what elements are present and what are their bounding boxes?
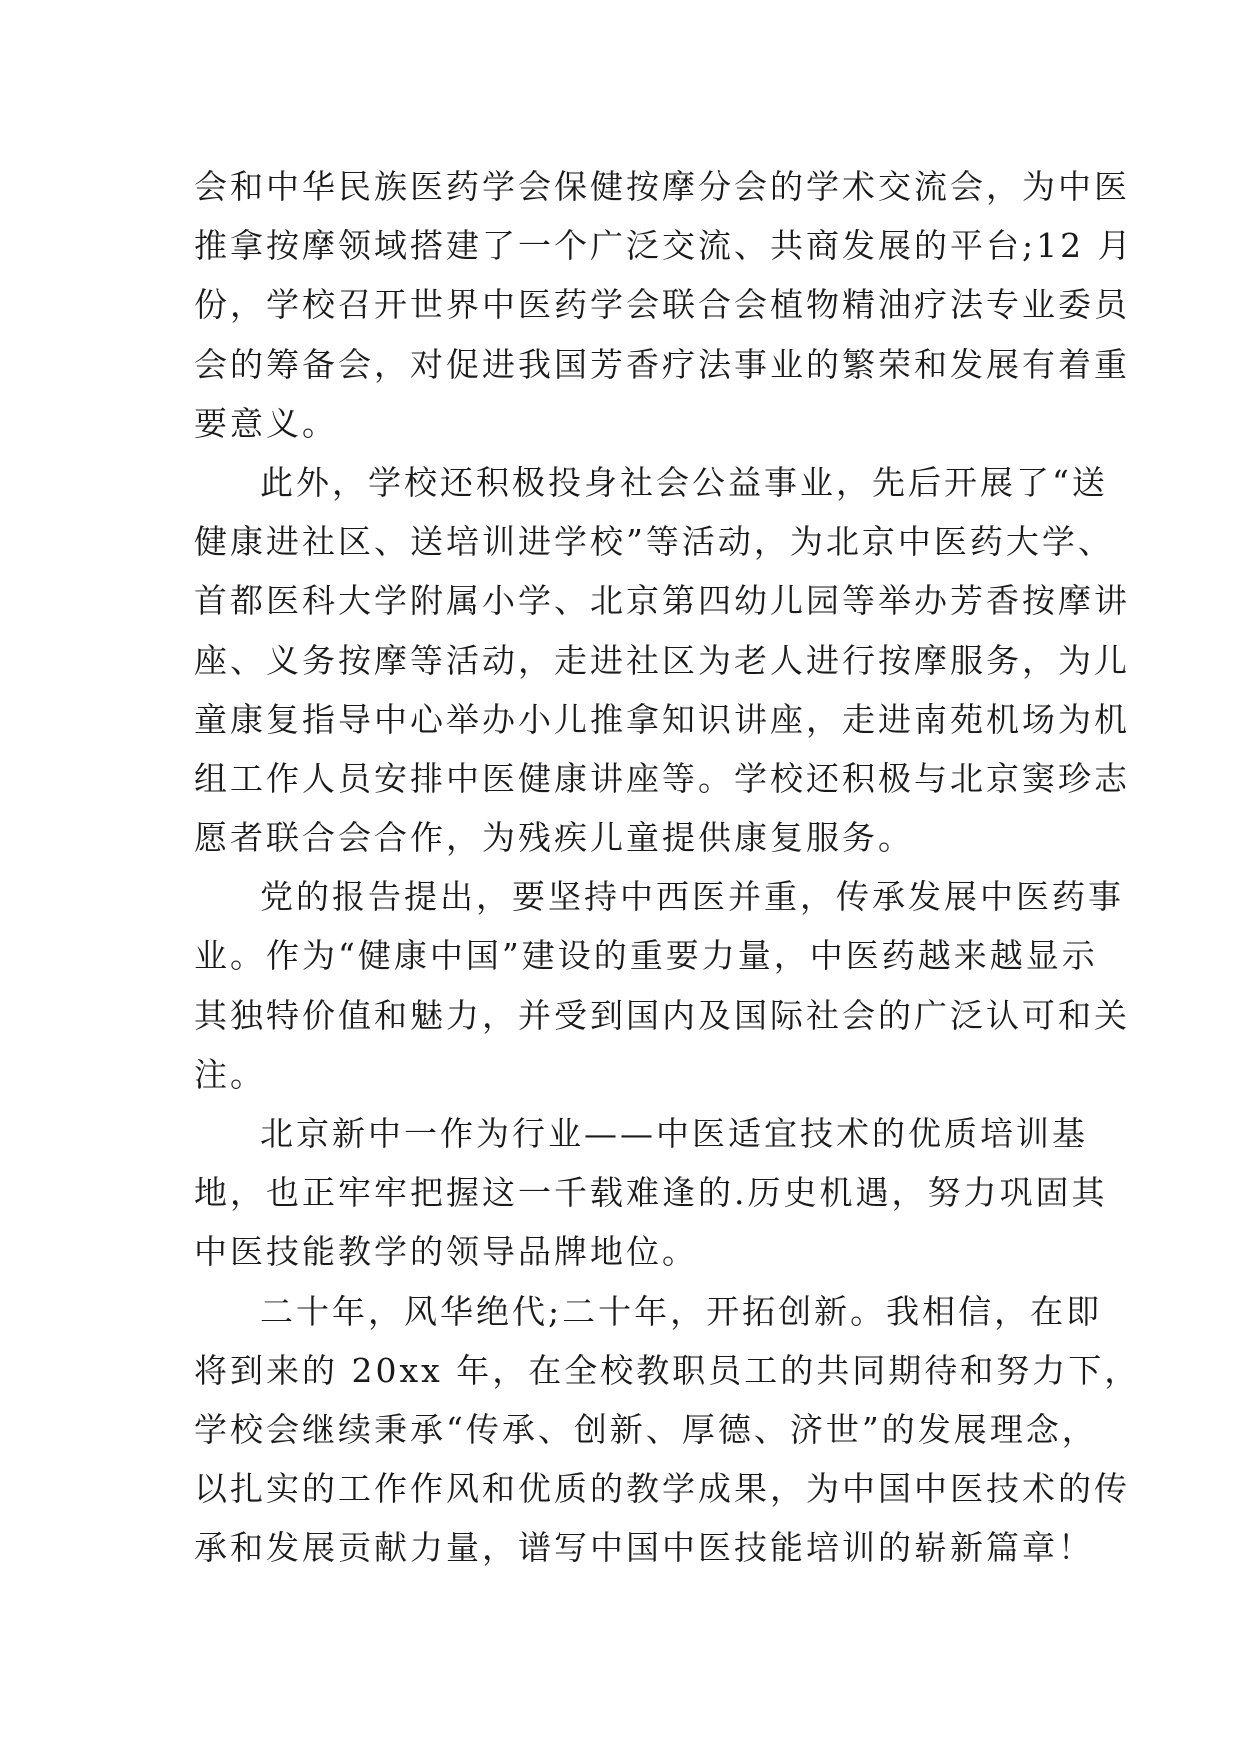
text-line: 会的筹备会，对促进我国芳香疗法事业的繁荣和发展有着重 [194, 344, 1130, 384]
text-line: 要意义。 [194, 403, 338, 443]
text-line: 会和中华民族医药学会保健按摩分会的学术交流会，为中医 [194, 167, 1130, 206]
text-line: 健康进社区、送培训进学校”等活动，为北京中医药大学、 [194, 522, 1114, 562]
text-line: 将到来的 20xx 年，在全校教职员工的共同期待和努力下， [194, 1350, 1141, 1390]
text-line: 推拿按摩领域搭建了一个广泛交流、共商发展的平台;12 月 [194, 226, 1134, 266]
text-line: 北京新中一作为行业——中医适宜技术的优质培训基 [260, 1114, 1088, 1153]
text-line: 中医技能教学的领导品牌地位。 [194, 1232, 698, 1272]
text-line: 承和发展贡献力量，谱写中国中医技能培训的崭新篇章！ [194, 1528, 1094, 1568]
text-line: 其独特价值和魅力，并受到国内及国际社会的广泛认可和关 [194, 995, 1130, 1035]
text-line: 此外，学校还积极投身社会公益事业，先后开展了“送 [260, 462, 1108, 502]
text-line: 首都医科大学附属小学、北京第四幼儿园等举办芳香按摩讲 [194, 581, 1130, 621]
document-body [194, 157, 1141, 1578]
text-line: 地，也正牢牢把握这一千载难逢的.历史机遇，努力巩固其 [194, 1173, 1108, 1213]
text-line: 学校会继续秉承“传承、创新、厚德、济世”的发展理念， [194, 1409, 1098, 1449]
text-line: 座、义务按摩等活动，走进社区为老人进行按摩服务，为儿 [194, 640, 1130, 680]
text-line: 二十年，风华绝代;二十年，开拓创新。我相信，在即 [260, 1291, 1103, 1331]
text-line: 份，学校召开世界中医药学会联合会植物精油疗法专业委员 [194, 285, 1130, 325]
text-line: 党的报告提出，要坚持中西医并重，传承发展中医药事 [260, 877, 1124, 917]
text-line: 业。作为“健康中国”建设的重要力量，中医药越来越显示 [194, 936, 1098, 976]
text-line: 组工作人员安排中医健康讲座等。学校还积极与北京窦珍志 [194, 758, 1130, 798]
text-line: 童康复指导中心举办小儿推拿知识讲座，走进南苑机场为机 [194, 699, 1130, 739]
text-line: 注。 [194, 1054, 266, 1094]
text-line: 以扎实的工作作风和优质的教学成果，为中国中医技术的传 [194, 1469, 1130, 1509]
text-line: 愿者联合会合作，为残疾儿童提供康复服务。 [194, 818, 914, 858]
